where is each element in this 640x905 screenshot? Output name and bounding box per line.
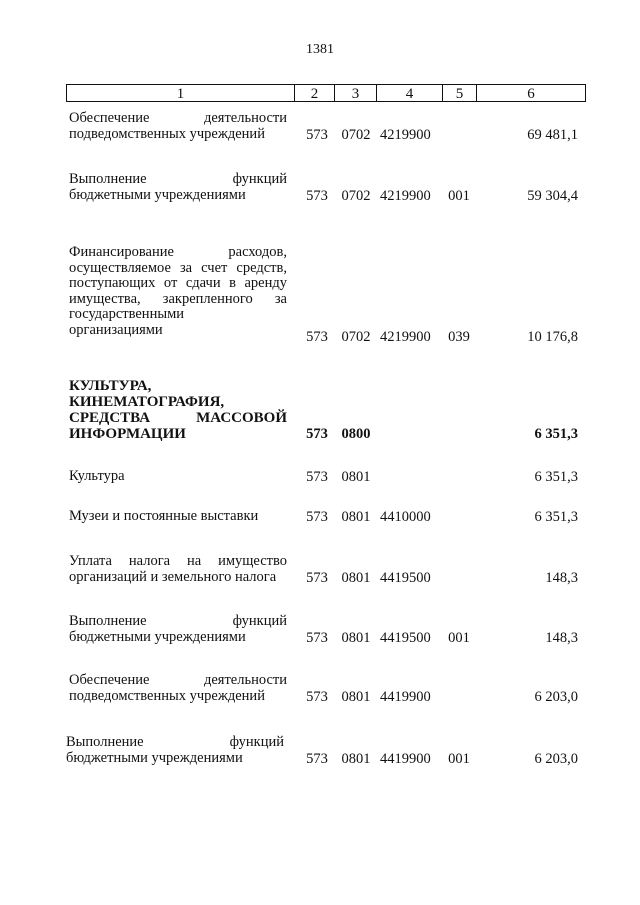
- page-number: 1381: [306, 42, 334, 57]
- name-line: Выполнение функций: [66, 734, 284, 750]
- header-col-6: 6: [476, 84, 586, 102]
- name-line: организациями: [69, 321, 163, 338]
- cell-section: 0702: [341, 188, 371, 204]
- name-line: СРЕДСТВА МАССОВОЙ: [69, 410, 287, 426]
- name-line: КУЛЬТУРА,: [69, 378, 152, 394]
- name-line: КИНЕМАТОГРАФИЯ,: [69, 394, 225, 410]
- row-name: [69, 554, 287, 585]
- cell-section: 0801: [341, 689, 371, 705]
- cell-article: 4410000: [380, 509, 431, 525]
- cell-section: 0801: [341, 570, 371, 586]
- name-line: Выполнение функций: [69, 171, 287, 187]
- name-line: Обеспечение деятельности: [69, 672, 287, 688]
- header-col-5: 5: [442, 84, 476, 102]
- row-name-section: [69, 378, 287, 442]
- name-line: Культура: [69, 468, 125, 484]
- cell-amount: 6 351,3: [534, 426, 578, 442]
- name-line: поступающих от сдачи в аренду: [69, 275, 287, 291]
- header-col-2: 2: [294, 84, 334, 102]
- row-name: [69, 245, 287, 338]
- name-line: бюджетными учреждениями: [66, 749, 243, 766]
- name-line: Обеспечение деятельности: [69, 110, 287, 126]
- cell-section: 0801: [341, 509, 371, 525]
- cell-code-admin: 573: [306, 751, 328, 767]
- cell-article: 4219900: [380, 127, 431, 143]
- cell-amount: 6 351,3: [534, 469, 578, 485]
- row-name: [69, 172, 287, 203]
- cell-section: 0801: [341, 469, 371, 485]
- name-line: бюджетными учреждениями: [69, 186, 246, 203]
- row-name: [69, 509, 287, 525]
- cell-code-admin: 573: [306, 188, 328, 204]
- cell-expense-type: 001: [448, 630, 470, 646]
- header-col-4: 4: [376, 84, 442, 102]
- cell-code-admin: 573: [306, 426, 328, 442]
- cell-article: 4419500: [380, 570, 431, 586]
- name-line: подведомственных учреждений: [69, 125, 265, 142]
- cell-amount: 10 176,8: [527, 329, 578, 345]
- row-name: [69, 469, 287, 485]
- name-line: организаций и земельного налога: [69, 568, 277, 585]
- name-line: Финансирование расходов,: [69, 244, 287, 260]
- name-line: ИНФОРМАЦИИ: [69, 426, 186, 442]
- cell-section: 0702: [341, 329, 371, 345]
- name-line: осуществляемое за счет средств,: [69, 259, 287, 276]
- name-line: имущества, закрепленного за: [69, 290, 287, 307]
- name-line: Музеи и постоянные выставки: [69, 508, 259, 524]
- header-col-1: 1: [66, 84, 294, 102]
- cell-code-admin: 573: [306, 630, 328, 646]
- cell-article: 4419500: [380, 630, 431, 646]
- cell-article: 4419900: [380, 751, 431, 767]
- cell-code-admin: 573: [306, 127, 328, 143]
- cell-section: 0800: [341, 426, 371, 442]
- cell-section: 0801: [341, 630, 371, 646]
- cell-code-admin: 573: [306, 509, 328, 525]
- cell-code-admin: 573: [306, 689, 328, 705]
- name-line: подведомственных учреждений: [69, 687, 265, 704]
- cell-expense-type: 039: [448, 329, 470, 345]
- name-line: Выполнение функций: [69, 613, 287, 629]
- row-name: [69, 111, 287, 142]
- cell-amount: 6 351,3: [534, 509, 578, 525]
- cell-code-admin: 573: [306, 570, 328, 586]
- cell-amount: 148,3: [545, 570, 578, 586]
- cell-amount: 69 481,1: [527, 127, 578, 143]
- row-name: [69, 614, 287, 645]
- row-name: [69, 673, 287, 704]
- cell-section: 0702: [341, 127, 371, 143]
- row-name: [66, 735, 284, 766]
- cell-code-admin: 573: [306, 329, 328, 345]
- cell-article: 4419900: [380, 689, 431, 705]
- cell-expense-type: 001: [448, 188, 470, 204]
- cell-amount: 148,3: [545, 630, 578, 646]
- cell-article: 4219900: [380, 188, 431, 204]
- cell-amount: 6 203,0: [534, 689, 578, 705]
- name-line: Уплата налога на имущество: [69, 553, 287, 569]
- name-line: бюджетными учреждениями: [69, 628, 246, 645]
- cell-amount: 59 304,4: [527, 188, 578, 204]
- cell-expense-type: 001: [448, 751, 470, 767]
- name-line: государственными: [69, 306, 185, 322]
- cell-amount: 6 203,0: [534, 751, 578, 767]
- cell-code-admin: 573: [306, 469, 328, 485]
- cell-section: 0801: [341, 751, 371, 767]
- header-col-3: 3: [334, 84, 376, 102]
- cell-article: 4219900: [380, 329, 431, 345]
